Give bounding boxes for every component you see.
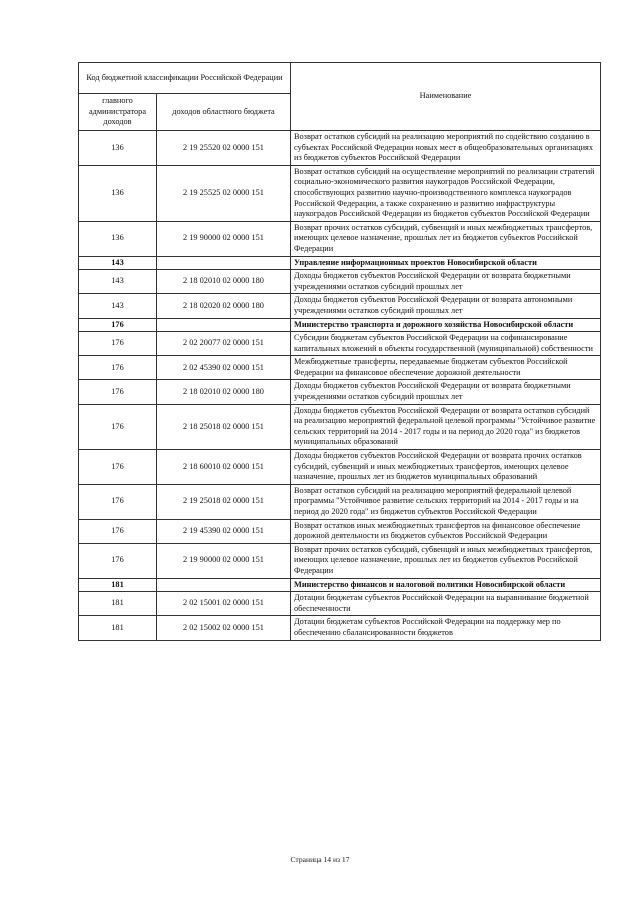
name-cell: Возврат остатков субсидий на реализацию мероприятий федеральной целевой программы "Устойчивое развитие сельских территорий на 2014 - 2017 годы и на период до 2020 года" из бюджетов субъектов Российской Федерации: [291, 484, 601, 519]
admin-code-cell: 176: [79, 332, 157, 356]
kbk-header: Код бюджетной классификации Российской Федерации: [79, 63, 291, 94]
table-row: [79, 332, 601, 356]
name-cell: Возврат остатков субсидий на реализацию мероприятий по содействию созданию в субъектах Российской Федерации новых мест в общеобразовательных организациях из бюджетов субъектов Российской Федерации: [291, 131, 601, 166]
table-header-row: [79, 63, 601, 94]
admin-code-cell: 181: [79, 592, 157, 616]
table-row: [79, 592, 601, 616]
admin-header: главного администратора доходов: [79, 94, 157, 131]
table-row: [79, 318, 601, 332]
name-cell: Доходы бюджетов субъектов Российской Федерации от возврата остатков субсидий на реализацию мероприятий федеральной целевой программы "Устойчивое развитие сельских территорий на 2014 - 2017 годы и на период до 2020 года" из бюджетов муниципальных образований: [291, 404, 601, 449]
name-header: Наименование: [291, 63, 601, 131]
name-cell: Межбюджетные трансферты, передаваемые бюджетам субъектов Российской Федерации на финансовое обеспечение дорожной деятельности: [291, 356, 601, 380]
table-row: [79, 404, 601, 449]
table-row: [79, 578, 601, 592]
name-cell: Субсидии бюджетам субъектов Российской Федерации на софинансирование капитальных вложений в объекты государственной (муниципальной) собственности: [291, 332, 601, 356]
table-row: [79, 519, 601, 543]
table-row: [79, 270, 601, 294]
admin-code-cell: 176: [79, 380, 157, 404]
admin-code-cell: 176: [79, 356, 157, 380]
table-row: [79, 484, 601, 519]
table-row: [79, 356, 601, 380]
budget-code-cell: 2 02 15002 02 0000 151: [157, 616, 291, 640]
name-cell: Возврат прочих остатков субсидий, субвенций и иных межбюджетных трансфертов, имеющих целевое назначение, прошлых лет из бюджетов субъектов Российской Федерации: [291, 221, 601, 256]
table-row: [79, 543, 601, 578]
table-row: [79, 256, 601, 270]
admin-code-cell: 176: [79, 318, 157, 332]
budget-code-cell: 2 19 25525 02 0000 151: [157, 165, 291, 221]
name-cell: Доходы бюджетов субъектов Российской Федерации от возврата прочих остатков субсидий, субвенций и иных межбюджетных трансфертов, имеющих целевое назначение, прошлых лет из бюджетов муниципальных образований: [291, 450, 601, 485]
admin-code-cell: 181: [79, 578, 157, 592]
name-cell: Управление информационных проектов Новосибирской области: [291, 256, 601, 270]
name-cell: Возврат остатков субсидий на осуществление мероприятий по реализации стратегий социально-экономического развития наукоградов Российской Федерации, способствующих развитию научно-производственного комплекса наукоградов Российской Федерации, а также сохранению и развитию инфраструктуры наукоградов Российской Федерации из бюджетов субъектов Российской Федерации: [291, 165, 601, 221]
table-row: [79, 450, 601, 485]
budget-code-cell: 2 18 02010 02 0000 180: [157, 270, 291, 294]
budget-code-cell: 2 02 15001 02 0000 151: [157, 592, 291, 616]
admin-code-cell: 181: [79, 616, 157, 640]
budget-code-cell: 2 18 25018 02 0000 151: [157, 404, 291, 449]
name-cell: Дотации бюджетам субъектов Российской Федерации на выравнивание бюджетной обеспеченности: [291, 592, 601, 616]
name-cell: Возврат прочих остатков субсидий, субвенций и иных межбюджетных трансфертов, имеющих целевое назначение, прошлых лет из бюджетов субъектов Российской Федерации: [291, 543, 601, 578]
document-page: [78, 62, 600, 641]
budget-code-cell: 2 19 45390 02 0000 151: [157, 519, 291, 543]
budget-code-cell: 2 18 02010 02 0000 180: [157, 380, 291, 404]
admin-code-cell: 176: [79, 543, 157, 578]
budget-code-cell: 2 19 90000 02 0000 151: [157, 221, 291, 256]
budget-code-cell: [157, 578, 291, 592]
table-row: [79, 616, 601, 640]
table-row: [79, 294, 601, 318]
admin-code-cell: 176: [79, 450, 157, 485]
admin-code-cell: 176: [79, 404, 157, 449]
table-row: [79, 221, 601, 256]
budget-code-cell: 2 18 02020 02 0000 180: [157, 294, 291, 318]
admin-code-cell: 143: [79, 270, 157, 294]
budget-code-cell: 2 18 60010 02 0000 151: [157, 450, 291, 485]
admin-code-cell: 136: [79, 165, 157, 221]
admin-code-cell: 136: [79, 221, 157, 256]
name-cell: Доходы бюджетов субъектов Российской Федерации от возврата автономными учреждениями остатков субсидий прошлых лет: [291, 294, 601, 318]
revenue-classification-table: [78, 62, 601, 641]
table-row: [79, 131, 601, 166]
name-cell: Доходы бюджетов субъектов Российской Федерации от возврата бюджетными учреждениями остатков субсидий прошлых лет: [291, 270, 601, 294]
admin-code-cell: 136: [79, 131, 157, 166]
budget-code-cell: 2 19 90000 02 0000 151: [157, 543, 291, 578]
regional-budget-header: доходов областного бюджета: [157, 94, 291, 131]
name-cell: Министерство транспорта и дорожного хозяйства Новосибирской области: [291, 318, 601, 332]
admin-code-cell: 176: [79, 484, 157, 519]
admin-code-cell: 143: [79, 256, 157, 270]
budget-code-cell: 2 02 45390 02 0000 151: [157, 356, 291, 380]
budget-code-cell: 2 02 20077 02 0000 151: [157, 332, 291, 356]
budget-code-cell: 2 19 25520 02 0000 151: [157, 131, 291, 166]
name-cell: Возврат остатков иных межбюджетных трансфертов на финансовое обеспечение дорожной деятельности из бюджетов субъектов Российской Федерации: [291, 519, 601, 543]
table-row: [79, 165, 601, 221]
admin-code-cell: 143: [79, 294, 157, 318]
budget-code-cell: [157, 318, 291, 332]
budget-code-cell: [157, 256, 291, 270]
name-cell: Доходы бюджетов субъектов Российской Федерации от возврата бюджетными учреждениями остатков субсидий прошлых лет: [291, 380, 601, 404]
table-row: [79, 380, 601, 404]
name-cell: Дотации бюджетам субъектов Российской Федерации на поддержку мер по обеспечению сбалансированности бюджетов: [291, 616, 601, 640]
name-cell: Министерство финансов и налоговой политики Новосибирской области: [291, 578, 601, 592]
table-body: [79, 131, 601, 641]
budget-code-cell: 2 19 25018 02 0000 151: [157, 484, 291, 519]
page-number: Страница 14 из 17: [290, 855, 350, 864]
admin-code-cell: 176: [79, 519, 157, 543]
